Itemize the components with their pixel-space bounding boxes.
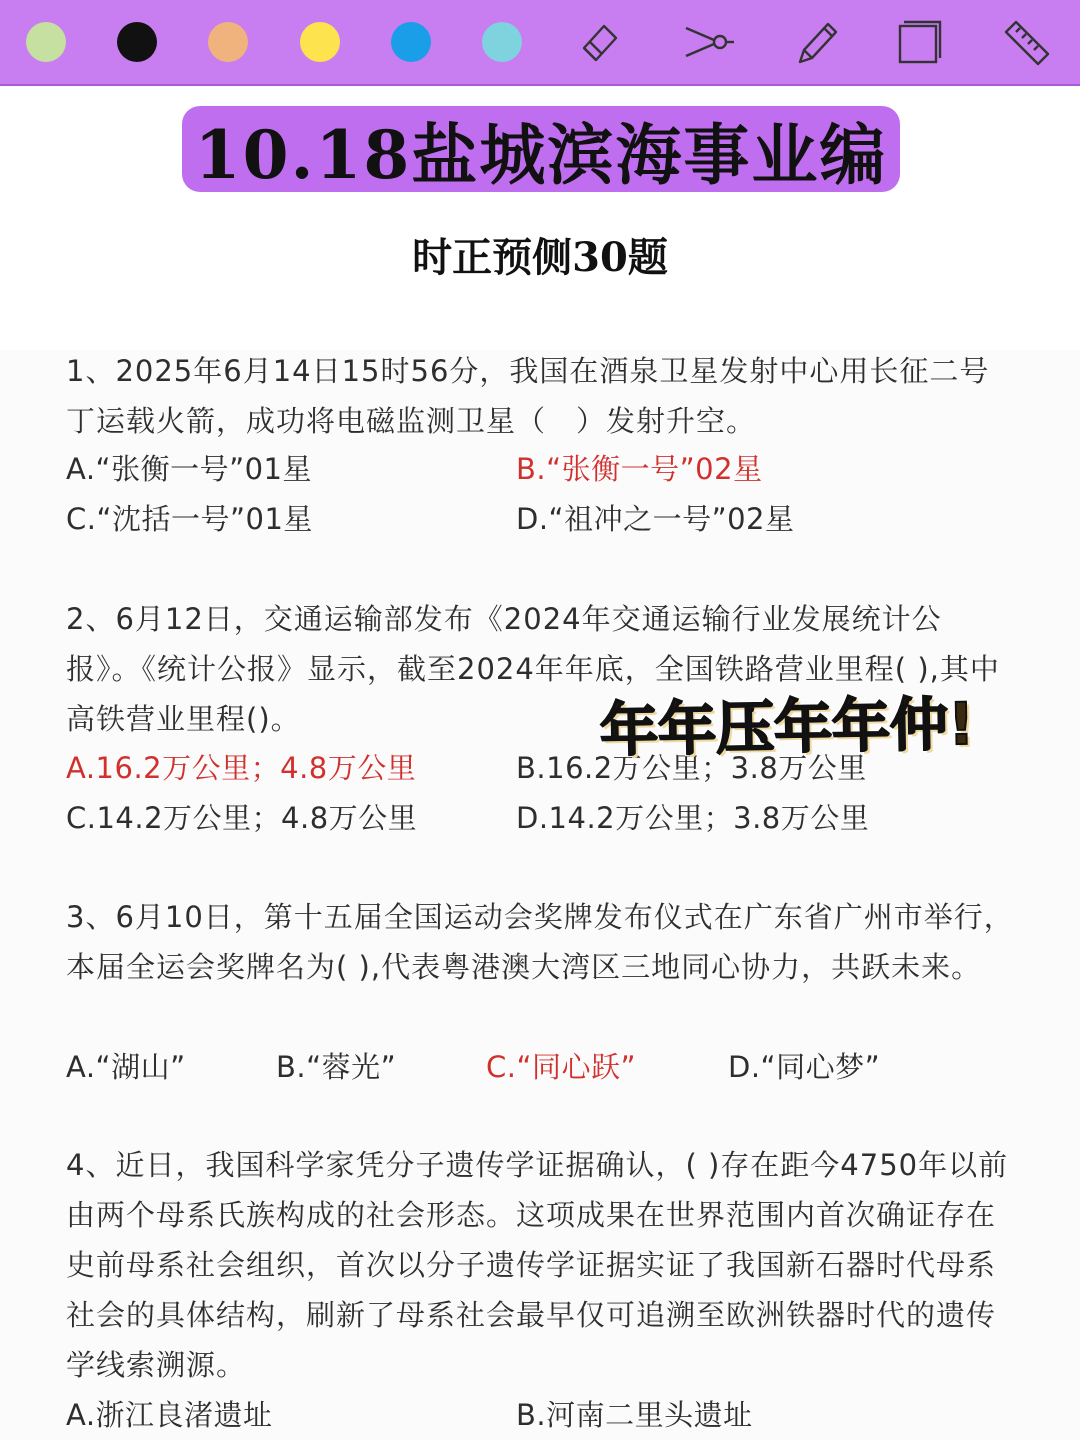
question-2-option-d: D.14.2万公里；3.8万公里 [516, 801, 870, 835]
page-subtitle: 时正预侧30题 [412, 234, 668, 281]
question-3-option-b: B.“蓉光” [276, 1050, 397, 1084]
question-1-option-b: B.“张衡一号”02星 [516, 452, 763, 486]
question-2-option-b: B.16.2万公里；3.8万公里 [516, 751, 867, 785]
question-2-stem: 2、6月12日，交通运输部发布《2024年交通运输行业发展统计公报》。《统计公报》显示，截至2024年年底，全国铁路营业里程( ),其中高铁营业里程()。 [66, 602, 1000, 736]
question-1-option-d: D.“祖冲之一号”02星 [516, 502, 795, 536]
color-swatch-yellow[interactable] [300, 22, 340, 62]
color-swatch-black[interactable] [117, 22, 157, 62]
ruler-icon[interactable] [998, 14, 1054, 70]
question-3-stem: 3、6月10日，第十五届全国运动会奖牌发布仪式在广东省广州市举行，本届全运会奖牌名为( ),代表粤港澳大湾区三地同心协力，共跃未来。 [66, 900, 1014, 984]
color-swatch-cyan[interactable] [482, 22, 522, 62]
square-icon[interactable] [892, 14, 948, 70]
question-1-option-c: C.“沈括一号”01星 [66, 502, 313, 536]
question-4-option-b: B.河南二里头遗址 [516, 1398, 753, 1432]
sticker-text: 年年压年年仲! [599, 689, 976, 765]
question-2-option-a: A.16.2万公里；4.8万公里 [66, 751, 417, 785]
question-3-option-a: A.“湖山” [66, 1050, 186, 1084]
question-1-option-a: A.“张衡一号”01星 [66, 452, 312, 486]
question-2-option-c: C.14.2万公里；4.8万公里 [66, 801, 418, 835]
question-1-stem: 1、2025年6月14日15时56分，我国在酒泉卫星发射中心用长征二号丁运载火箭，成功将电磁监测卫星（ ）发射升空。 [66, 354, 990, 438]
compass-icon[interactable] [680, 14, 736, 70]
color-swatch-blue[interactable] [391, 22, 431, 62]
question-4-option-a: A.浙江良渚遗址 [66, 1398, 273, 1432]
eraser-icon[interactable] [570, 14, 626, 70]
color-swatch-orange[interactable] [208, 22, 248, 62]
question-3-option-c: C.“同心跃” [486, 1050, 637, 1084]
page-title: 10.18盐城滨海事业编 [194, 115, 888, 194]
question-3-option-d: D.“同心梦” [728, 1050, 881, 1084]
question-4-stem: 4、近日，我国科学家凭分子遗传学证据确认，( )存在距今4750年以前由两个母系氏族构成的社会形态。这项成果在世界范围内首次确证存在史前母系社会组织，首次以分子遗传学证据实证了我国新石器时代母系社会的具体结构，刷新了母系社会最早仅可追溯至欧洲铁器时代的遗传学线索溯源。 [66, 1148, 1009, 1382]
pen-icon[interactable] [788, 14, 844, 70]
color-swatch-green[interactable] [26, 22, 66, 62]
toolbar [0, 0, 1080, 86]
title-banner [182, 106, 900, 192]
